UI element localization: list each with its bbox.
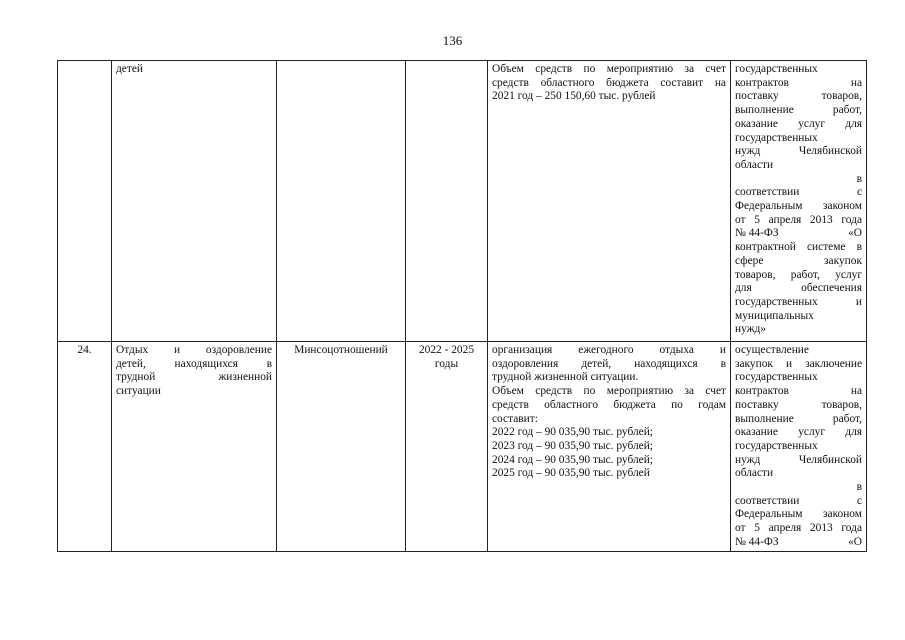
cell-term: 2022 - 2025 годы bbox=[406, 342, 488, 552]
cell-term bbox=[406, 61, 488, 342]
cell-executor bbox=[277, 61, 406, 342]
cell-executor: Минсоцотношений bbox=[277, 342, 406, 552]
cell-procurement-method: осуществление закупок и заключение государственных контрактов на поставку товаров, выполнение работ, оказание услуг для государственных нужд Челябинской области в соответствии с Федеральным законом от 5 апреля 2013 года № 44-ФЗ «О bbox=[731, 342, 867, 552]
cell-measure-name: Отдых и оздоровление детей, находящихся в трудной жизненной ситуации bbox=[112, 342, 277, 552]
cell-measure-name: детей bbox=[112, 61, 277, 342]
table-row bbox=[58, 342, 867, 552]
cell-description: организация ежегодного отдыха и оздоровления детей, находящихся в трудной жизненной ситуации. Объем средств по мероприятию за счет средств областного бюджета по годам составит: 2022 год – 90 035,90 тыс. рублей; 2023 год – 90 035,90 тыс. рублей; 2024 год – 90 035,90 тыс. рублей; 2025 год – 90 035,90 тыс. рублей bbox=[488, 342, 731, 552]
cell-procurement-method: государственных контрактов на поставку товаров, выполнение работ, оказание услуг для государственных нужд Челябинской области в соответствии с Федеральным законом от 5 апреля 2013 года № 44-ФЗ «О контрактной системе в сфере закупок товаров, работ, услуг для обеспечения государственных и муниципальных нужд» bbox=[731, 61, 867, 342]
measures-table bbox=[57, 60, 867, 552]
cell-row-number bbox=[58, 61, 112, 342]
page-number: 136 bbox=[442, 33, 463, 48]
table-row bbox=[58, 61, 867, 342]
cell-row-number: 24. bbox=[58, 342, 112, 552]
cell-description: Объем средств по мероприятию за счет средств областного бюджета составит на 2021 год – 250 150,60 тыс. рублей bbox=[488, 61, 731, 342]
